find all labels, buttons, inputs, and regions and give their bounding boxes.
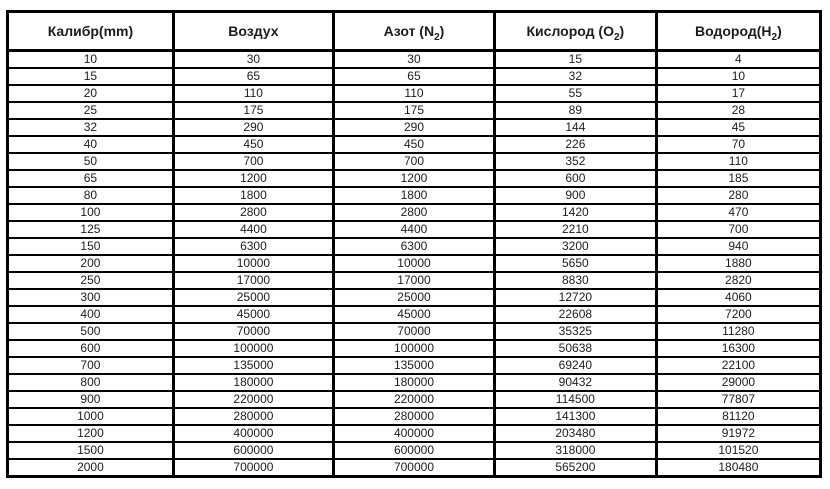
- table-cell: 50638: [494, 340, 656, 357]
- table-cell: 125: [8, 221, 174, 238]
- header-cell: [494, 12, 656, 51]
- table-cell: 11280: [656, 323, 820, 340]
- table-cell: 10000: [173, 255, 333, 272]
- table-row: [8, 442, 821, 459]
- table-cell: 90432: [494, 374, 656, 391]
- table-cell: 2210: [494, 221, 656, 238]
- table-row: [8, 187, 821, 204]
- header-label-suffix: ): [619, 23, 625, 39]
- table-cell: 1500: [8, 442, 174, 459]
- table-cell: 32: [8, 119, 174, 136]
- table-cell: 900: [494, 187, 656, 204]
- table-row: [8, 306, 821, 323]
- table-row: [8, 51, 821, 69]
- table-cell: 470: [656, 204, 820, 221]
- table-row: [8, 136, 821, 153]
- table-cell: 4: [656, 51, 820, 69]
- table-row: [8, 102, 821, 119]
- table-row: [8, 153, 821, 170]
- table-cell: 700: [656, 221, 820, 238]
- table-row: [8, 425, 821, 442]
- table-cell: 6300: [334, 238, 495, 255]
- table-cell: 700000: [173, 459, 333, 477]
- table-cell: 135000: [173, 357, 333, 374]
- table-cell: 4400: [334, 221, 495, 238]
- table-row: [8, 340, 821, 357]
- table-cell: 110: [334, 85, 495, 102]
- table-row: [8, 272, 821, 289]
- table-cell: 180000: [173, 374, 333, 391]
- table-row: [8, 391, 821, 408]
- table-body: [8, 51, 821, 477]
- table-cell: 25000: [173, 289, 333, 306]
- header-cell: [173, 12, 333, 51]
- table-cell: 203480: [494, 425, 656, 442]
- gas-flow-table: [6, 10, 822, 478]
- table-cell: 1200: [8, 425, 174, 442]
- table-cell: 280000: [173, 408, 333, 425]
- table-row: [8, 68, 821, 85]
- table-cell: 70: [656, 136, 820, 153]
- table-cell: 45000: [334, 306, 495, 323]
- table-cell: 1200: [334, 170, 495, 187]
- table-cell: 600: [494, 170, 656, 187]
- table-cell: 70000: [173, 323, 333, 340]
- table-cell: 30: [173, 51, 333, 69]
- table-row: [8, 323, 821, 340]
- header-subscript: 2: [613, 31, 620, 43]
- table-cell: 600000: [173, 442, 333, 459]
- table-cell: 16300: [656, 340, 820, 357]
- header-label: Кислород (O: [526, 23, 614, 39]
- table-cell: 450: [334, 136, 495, 153]
- table-row: [8, 289, 821, 306]
- table-row: [8, 221, 821, 238]
- table-cell: 144: [494, 119, 656, 136]
- table-row: [8, 119, 821, 136]
- table-cell: 1000: [8, 408, 174, 425]
- table-cell: 6300: [173, 238, 333, 255]
- table-cell: 17: [656, 85, 820, 102]
- header-subscript: 2: [771, 31, 778, 43]
- header-label: Калибр(mm): [47, 23, 134, 39]
- table-cell: 180000: [334, 374, 495, 391]
- table-cell: 30: [334, 51, 495, 69]
- table-cell: 77807: [656, 391, 820, 408]
- table-cell: 2000: [8, 459, 174, 477]
- table-cell: 50: [8, 153, 174, 170]
- table-cell: 89: [494, 102, 656, 119]
- table-cell: 22608: [494, 306, 656, 323]
- table-cell: 1420: [494, 204, 656, 221]
- table-cell: 10000: [334, 255, 495, 272]
- table-cell: 65: [173, 68, 333, 85]
- table-cell: 20: [8, 85, 174, 102]
- table-cell: 1200: [173, 170, 333, 187]
- table-cell: 22100: [656, 357, 820, 374]
- table-cell: 10: [656, 68, 820, 85]
- table-cell: 700: [334, 153, 495, 170]
- table-cell: 1800: [334, 187, 495, 204]
- table-cell: 29000: [656, 374, 820, 391]
- table-cell: 352: [494, 153, 656, 170]
- table-cell: 91972: [656, 425, 820, 442]
- table-cell: 35325: [494, 323, 656, 340]
- table-row: [8, 459, 821, 477]
- header-label: Азот (N: [383, 23, 435, 39]
- table-row: [8, 85, 821, 102]
- table-cell: 69240: [494, 357, 656, 374]
- table-cell: 565200: [494, 459, 656, 477]
- table-cell: 400000: [334, 425, 495, 442]
- table-cell: 200: [8, 255, 174, 272]
- table-cell: 400000: [173, 425, 333, 442]
- table-cell: 5650: [494, 255, 656, 272]
- table-cell: 450: [173, 136, 333, 153]
- header-label-suffix: ): [777, 23, 782, 39]
- table-cell: 800: [8, 374, 174, 391]
- table-cell: 10: [8, 51, 174, 69]
- table-cell: 700: [8, 357, 174, 374]
- table-cell: 175: [334, 102, 495, 119]
- table-cell: 25000: [334, 289, 495, 306]
- table-cell: 135000: [334, 357, 495, 374]
- header-label-suffix: ): [439, 23, 445, 39]
- table-row: [8, 374, 821, 391]
- table-cell: 7200: [656, 306, 820, 323]
- header-cell: [656, 12, 820, 51]
- table-cell: 600: [8, 340, 174, 357]
- table-cell: 700000: [334, 459, 495, 477]
- table-cell: 220000: [334, 391, 495, 408]
- table-cell: 25: [8, 102, 174, 119]
- table-row: [8, 357, 821, 374]
- table-cell: 70000: [334, 323, 495, 340]
- header-label: Воздух: [228, 23, 279, 39]
- table-cell: 300: [8, 289, 174, 306]
- table-cell: 290: [334, 119, 495, 136]
- table-cell: 150: [8, 238, 174, 255]
- table-cell: 318000: [494, 442, 656, 459]
- table-row: [8, 238, 821, 255]
- table-row: [8, 255, 821, 272]
- table-cell: 100000: [334, 340, 495, 357]
- table-cell: 220000: [173, 391, 333, 408]
- table-row: [8, 408, 821, 425]
- table-cell: 55: [494, 85, 656, 102]
- table-cell: 250: [8, 272, 174, 289]
- table-cell: 45: [656, 119, 820, 136]
- table-cell: 900: [8, 391, 174, 408]
- table-cell: 226: [494, 136, 656, 153]
- table-row: [8, 204, 821, 221]
- table-row: [8, 170, 821, 187]
- table-cell: 1880: [656, 255, 820, 272]
- table-cell: 110: [173, 85, 333, 102]
- table-cell: 400: [8, 306, 174, 323]
- table-cell: 15: [8, 68, 174, 85]
- table-cell: 101520: [656, 442, 820, 459]
- header-row: [8, 12, 821, 51]
- table-cell: 700: [173, 153, 333, 170]
- table-cell: 2800: [173, 204, 333, 221]
- table-cell: 65: [8, 170, 174, 187]
- table-cell: 290: [173, 119, 333, 136]
- table-cell: 17000: [173, 272, 333, 289]
- table-header: [8, 12, 821, 51]
- table-cell: 28: [656, 102, 820, 119]
- table-cell: 17000: [334, 272, 495, 289]
- header-cell: [334, 12, 495, 51]
- table-cell: 12720: [494, 289, 656, 306]
- table-cell: 110: [656, 153, 820, 170]
- table-cell: 45000: [173, 306, 333, 323]
- table-cell: 81120: [656, 408, 820, 425]
- table-cell: 100: [8, 204, 174, 221]
- table-cell: 280000: [334, 408, 495, 425]
- table-cell: 8830: [494, 272, 656, 289]
- header-label: Водород(H: [695, 23, 772, 39]
- table-cell: 4400: [173, 221, 333, 238]
- header-subscript: 2: [434, 31, 440, 43]
- table-cell: 180480: [656, 459, 820, 477]
- table-cell: 100000: [173, 340, 333, 357]
- table-cell: 175: [173, 102, 333, 119]
- table-cell: 3200: [494, 238, 656, 255]
- table-cell: 185: [656, 170, 820, 187]
- table-cell: 80: [8, 187, 174, 204]
- table-cell: 940: [656, 238, 820, 255]
- table-cell: 2820: [656, 272, 820, 289]
- table-cell: 114500: [494, 391, 656, 408]
- table-cell: 1800: [173, 187, 333, 204]
- table-cell: 500: [8, 323, 174, 340]
- table-cell: 2800: [334, 204, 495, 221]
- header-cell: [8, 12, 174, 51]
- table-cell: 280: [656, 187, 820, 204]
- table-cell: 4060: [656, 289, 820, 306]
- table-cell: 141300: [494, 408, 656, 425]
- table-cell: 40: [8, 136, 174, 153]
- table-cell: 65: [334, 68, 495, 85]
- table-cell: 15: [494, 51, 656, 69]
- table-cell: 600000: [334, 442, 495, 459]
- table-cell: 32: [494, 68, 656, 85]
